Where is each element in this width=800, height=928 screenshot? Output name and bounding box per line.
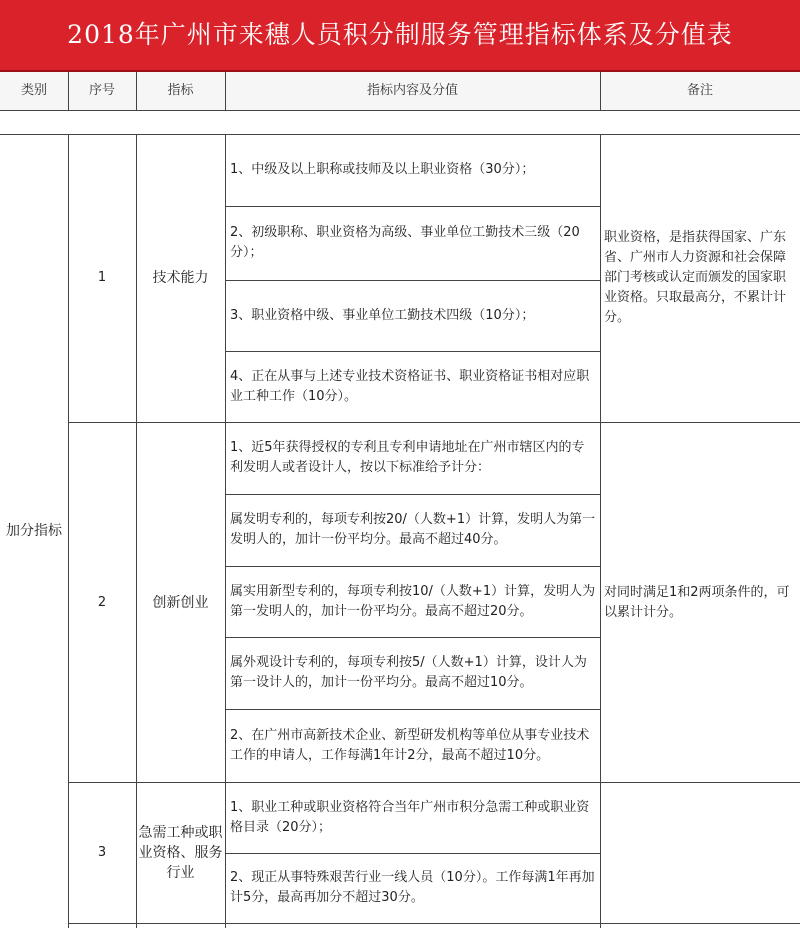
header-divider bbox=[136, 72, 137, 110]
group-1-serial: 1 bbox=[97, 270, 107, 285]
group-2-serial: 2 bbox=[97, 594, 107, 610]
group-3-item-1: 1、职业工种或职业资格符合当年广州市积分急需工种或职业资格目录（20分）； bbox=[230, 800, 590, 835]
group-2-item-5: 2、在广州市高新技术企业、新型研发机构等单位从事专业技术工作的申请人，工作每满1年计2分，最高不超过10分。 bbox=[230, 728, 590, 763]
header-remarks: 备注 bbox=[600, 72, 800, 110]
header-divider bbox=[68, 72, 69, 110]
header-serial: 序号 bbox=[68, 72, 136, 110]
header-divider bbox=[225, 72, 226, 110]
header-divider bbox=[600, 72, 601, 110]
table-bottom-rule bbox=[68, 923, 800, 924]
group-1-item-3: 3、职业资格中级、事业单位工勤技术四级（10分）； bbox=[230, 307, 535, 323]
group-2-item-3: 属实用新型专利的，每项专利按10/（人数+1）计算，发明人为第一发明人的，加计一份平均分。最高不超过20分。 bbox=[230, 583, 596, 619]
group-1-item-1: 1、中级及以上职称或技师及以上职业资格（30分）； bbox=[230, 162, 535, 177]
group-2-remark: 对同时满足1和2两项条件的，可以累计计分。 bbox=[604, 584, 790, 620]
group-1-item-2: 2、初级职称、职业资格为高级、事业单位工勤技术三级（20分）； bbox=[230, 225, 580, 260]
title-banner bbox=[0, 0, 800, 72]
group-3-serial: 3 bbox=[97, 845, 107, 860]
group-3-item-2: 2、现正从事特殊艰苦行业一线人员（10分）。工作每满1年再加计5分，最高再加分不超过30分。 bbox=[230, 870, 595, 905]
group-1-indicator: 技术能力 bbox=[152, 270, 209, 286]
group-2-item-1: 1、近5年获得授权的专利且专利申请地址在广州市辖区内的专利发明人或者设计人，按以下标准给予计分： bbox=[230, 440, 585, 475]
header-content: 指标内容及分值 bbox=[225, 72, 600, 110]
header-category: 类别 bbox=[0, 72, 68, 110]
header-indicator: 指标 bbox=[136, 72, 225, 110]
group-1-remark: 职业资格，是指获得国家、广东省、广州市人力资源和社会保障部门考核或认定而颁发的国家职业资格。只取最高分，不累计计分。 bbox=[604, 230, 787, 325]
header-bottom-rule bbox=[0, 110, 800, 111]
group-3-remark bbox=[600, 783, 800, 923]
group-2-item-4: 属外观设计专利的，每项专利按5/（人数+1）计算，设计人为第一设计人的，加计一份平均分。最高不超过10分。 bbox=[230, 655, 587, 690]
group-1-item-4: 4、正在从事与上述专业技术资格证书、职业资格证书相对应职业工种工作（10分）。 bbox=[230, 369, 590, 404]
category-cell: 加分指标 bbox=[6, 523, 62, 539]
table-title: 2018年广州市来穗人员积分制服务管理指标体系及分值表 bbox=[67, 20, 733, 49]
group-2-indicator: 创新创业 bbox=[152, 594, 209, 611]
group-3-indicator: 急需工种或职业资格、服务行业 bbox=[138, 825, 223, 881]
group-2-item-2: 属发明专利的，每项专利按20/（人数+1）计算，发明人为第一发明人的，加计一份平均分。最高不超过40分。 bbox=[230, 512, 596, 547]
